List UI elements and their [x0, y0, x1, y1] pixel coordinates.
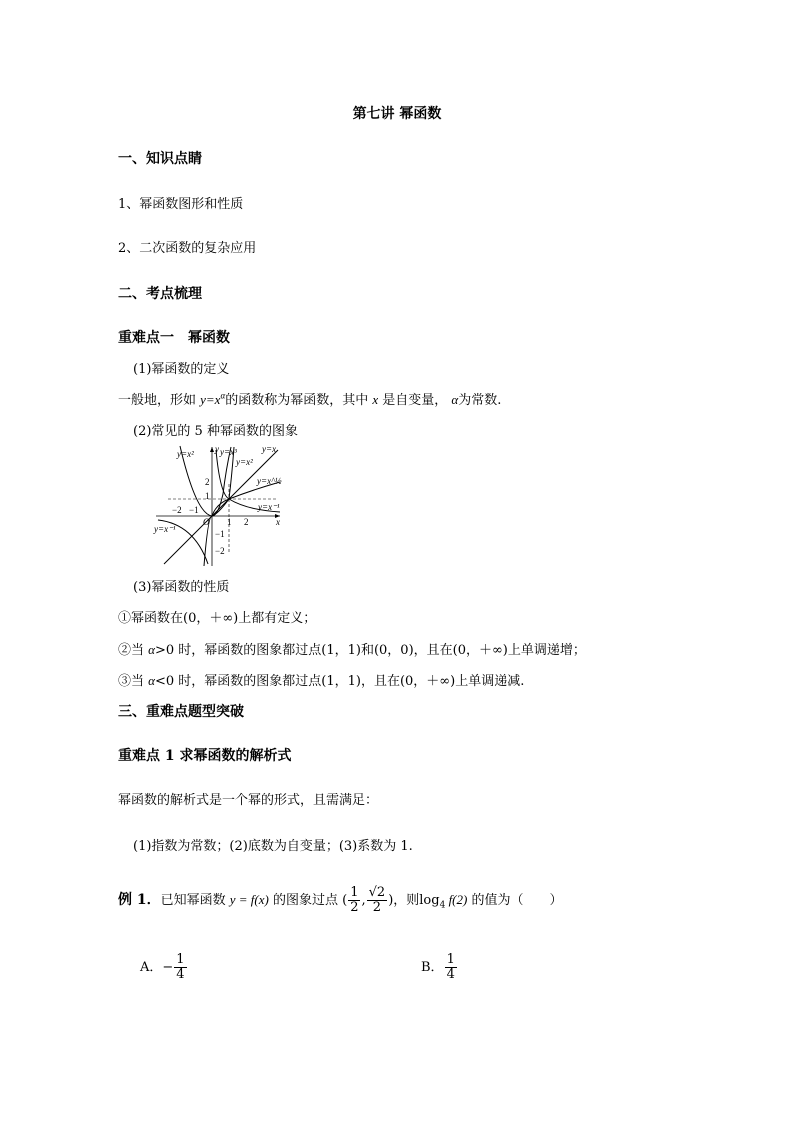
- def-exponent: α: [220, 390, 226, 401]
- y-axis-label: y: [215, 444, 219, 454]
- graph-title: (2)常见的 5 种幂函数的图象: [133, 424, 298, 439]
- tick-y-2: 2: [205, 477, 210, 487]
- prop2-prefix: ②当: [118, 643, 149, 658]
- section3-text-1: 幂函数的解析式是一个幂的形式，且需满足：: [118, 793, 379, 808]
- section2-heading: 二、考点梳理: [118, 286, 202, 302]
- option-a-den: 4: [176, 967, 185, 982]
- prop3-alpha: α: [148, 673, 155, 688]
- label-x: y=x: [262, 444, 277, 454]
- property-1: ①幂函数在(0，＋∞)上都有定义；: [118, 611, 317, 626]
- point-y-fraction: [367, 886, 388, 914]
- option-b[interactable]: [421, 948, 458, 988]
- prop3-text: <0 时，幂函数的图象都过点(1，1)，且在(0，＋∞)上单调递减.: [154, 674, 525, 689]
- label-x-cubed: y=x³: [220, 447, 237, 457]
- section3-heading: 三、重难点题型突破: [118, 704, 244, 720]
- prop3-prefix: ③当: [118, 674, 149, 689]
- label-x-inverse-right: y=x⁻¹: [258, 502, 280, 512]
- point-y-num: √2: [368, 885, 386, 901]
- page-title: 第七讲 幂函数: [352, 106, 442, 122]
- label-x-squared-b: y=x²: [236, 457, 253, 467]
- tick-y-neg1: −1: [215, 529, 225, 539]
- def-formula: y=x: [200, 392, 221, 407]
- option-a-sign: −: [162, 960, 174, 975]
- option-a-fraction: [174, 953, 186, 981]
- def-prefix: 一般地，形如: [118, 393, 201, 408]
- property-2: [118, 639, 586, 658]
- log-argument: f(2): [445, 892, 468, 907]
- def-end: 为常数.: [458, 393, 502, 408]
- point-x-num: 1: [350, 885, 359, 901]
- label-x-half: y=x^½: [257, 476, 282, 486]
- def-middle: 的函数称为幂函数，其中: [225, 393, 373, 408]
- property-title: (3)幂函数的性质: [133, 580, 230, 595]
- option-b-label: B．: [421, 960, 444, 975]
- def-var: x: [372, 392, 379, 407]
- option-a[interactable]: [140, 948, 188, 988]
- option-b-fraction: [445, 953, 457, 981]
- section3-subheading: 重难点 1 求幂函数的解析式: [118, 748, 292, 764]
- point-x-den: 2: [350, 900, 359, 915]
- example-text-b: 的图象过点 (: [268, 893, 348, 908]
- example-text-d: 的值为（ ）: [467, 893, 563, 908]
- tick-x-neg2: −2: [172, 505, 182, 515]
- tick-x-neg1: −1: [189, 505, 199, 515]
- property-3: [118, 670, 524, 689]
- def-suffix: 是自变量，: [378, 393, 452, 408]
- section3-text-2: (1)指数为常数；(2)底数为自变量；(3)系数为 1.: [133, 839, 413, 854]
- x-axis-label: x: [276, 517, 280, 527]
- origin-label: O: [203, 517, 210, 527]
- definition-title: (1)幂函数的定义: [133, 362, 230, 377]
- tick-x-1: 1: [227, 517, 232, 527]
- option-a-num: 1: [176, 952, 185, 968]
- option-a-label: A．: [140, 960, 163, 975]
- point-x-fraction: [348, 886, 360, 914]
- point-y-den: 2: [372, 900, 382, 915]
- y-axis-arrow: [210, 447, 214, 452]
- label-x-squared: y=x²: [177, 449, 194, 459]
- example-func: y = f(x): [229, 892, 269, 907]
- section1-item-2: 2、二次函数的复杂应用: [118, 241, 257, 256]
- option-b-num: 1: [446, 952, 455, 968]
- example-label: 例 1．: [118, 892, 161, 908]
- example-text-c: )，则: [388, 893, 420, 908]
- tick-x-2: 2: [244, 517, 249, 527]
- def-alpha: α: [451, 392, 459, 407]
- option-b-den: 4: [446, 967, 455, 982]
- tick-y-1: 1: [205, 491, 210, 501]
- definition-text: [118, 389, 501, 408]
- section2-subheading: 重难点一 幂函数: [118, 330, 230, 346]
- section1-heading: 一、知识点睛: [118, 151, 202, 167]
- point-comma: ,: [361, 893, 366, 908]
- example-1: [118, 880, 562, 926]
- prop2-alpha: α: [148, 642, 155, 657]
- label-x-inverse-left: y=x⁻¹: [154, 524, 176, 534]
- log-text: log: [419, 893, 440, 908]
- tick-y-neg2: −2: [215, 546, 225, 556]
- log-base: 4: [439, 900, 446, 911]
- example-text-a: 已知幂函数: [160, 893, 230, 908]
- section1-item-1: 1、幂函数图形和性质: [118, 197, 244, 212]
- power-function-graph: [152, 444, 288, 568]
- prop2-text: >0 时，幂函数的图象都过点(1，1)和(0，0)，且在(0，＋∞)上单调递增；: [154, 643, 586, 658]
